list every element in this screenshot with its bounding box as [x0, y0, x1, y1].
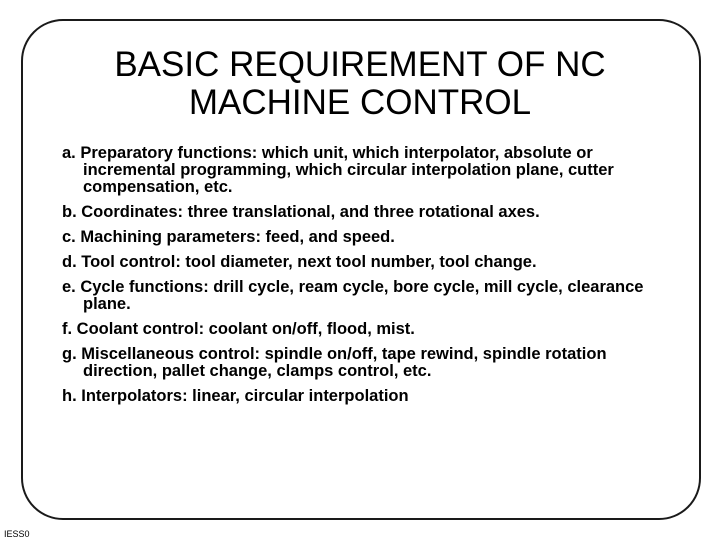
list-item: f. Coolant control: coolant on/off, flood, mist.: [62, 320, 415, 338]
list-item: d. Tool control: tool diameter, next tool number, tool change.: [62, 253, 537, 271]
footer-label: IESS0: [4, 529, 30, 539]
list-item: b. Coordinates: three translational, and three rotational axes.: [62, 203, 540, 221]
title-line-1: BASIC REQUIREMENT OF NC: [114, 45, 606, 84]
requirements-list: [62, 145, 672, 413]
list-item: a. Preparatory functions: which unit, which interpolator, absolute or incremental programming, which circular interpolation plane, cutter compensation, etc.: [62, 144, 614, 196]
title-line-2: MACHINE CONTROL: [188, 83, 532, 122]
list-item: e. Cycle functions: drill cycle, ream cycle, bore cycle, mill cycle, clearance plane.: [62, 278, 644, 313]
list-item: h. Interpolators: linear, circular interpolation: [62, 387, 409, 405]
list-item: c. Machining parameters: feed, and speed.: [62, 228, 395, 246]
list-item: g. Miscellaneous control: spindle on/off, tape rewind, spindle rotation direction, pallet change, clamps control, etc.: [62, 345, 607, 380]
slide-title: [40, 46, 680, 122]
